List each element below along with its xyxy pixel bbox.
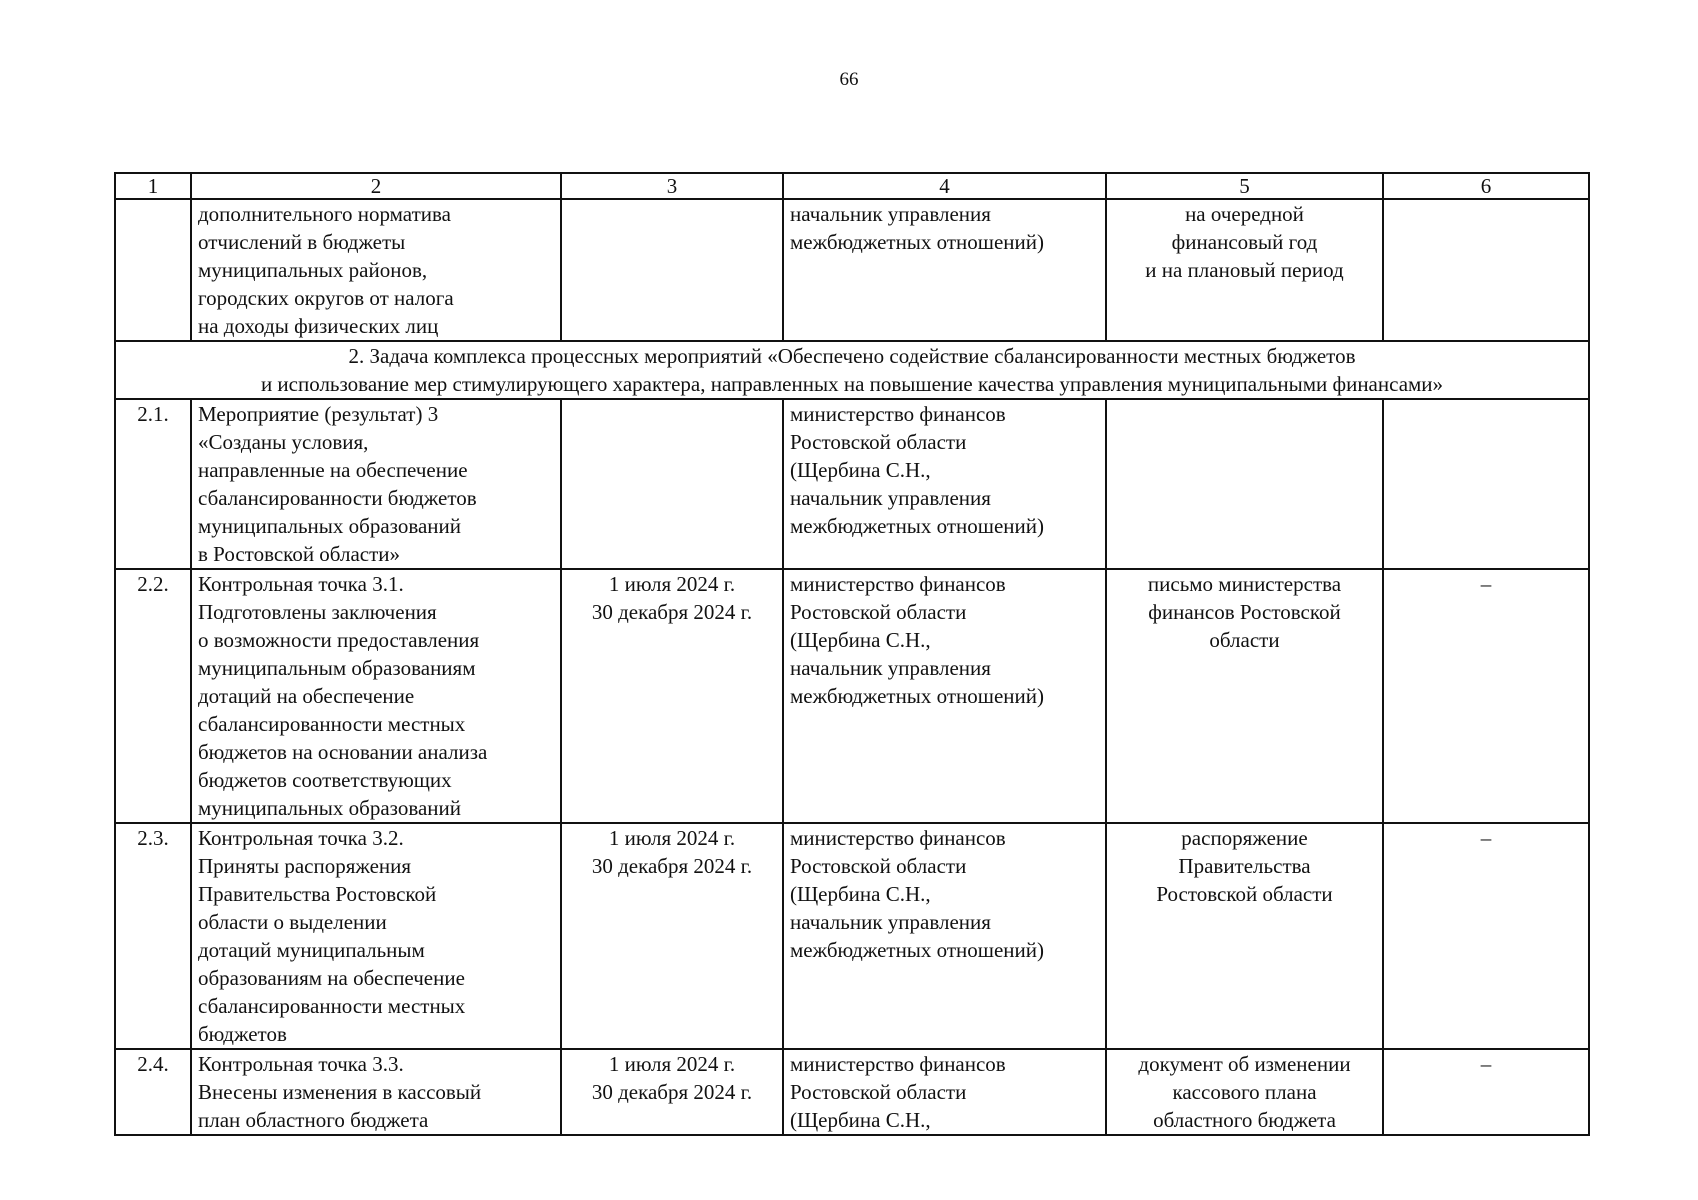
row-date [561,399,783,569]
row-info: – [1383,1049,1589,1135]
section-title: 2. Задача комплекса процессных мероприятий «Обеспечено содействие сбалансированности местных бюджетов и использование мер стимулирующего характера, направленных на повышение качества управления муниципальными финансами» [115,341,1589,399]
row-document: на очередной финансовый год и на плановый период [1106,199,1383,341]
row-number: 2.2. [115,569,191,823]
row-responsible: министерство финансов Ростовской области (Щербина С.Н., начальник управления межбюджетных отношений) [783,569,1106,823]
row-responsible: министерство финансов Ростовской области (Щербина С.Н., начальник управления межбюджетных отношений) [783,399,1106,569]
row-number: 2.1. [115,399,191,569]
row-date: 1 июля 2024 г. 30 декабря 2024 г. [561,1049,783,1135]
row-document: распоряжение Правительства Ростовской области [1106,823,1383,1049]
row-document [1106,399,1383,569]
row-number: 2.4. [115,1049,191,1135]
header-cell: 5 [1106,173,1383,199]
row-responsible: начальник управления межбюджетных отношений) [783,199,1106,341]
row-name: Мероприятие (результат) 3 «Созданы условия, направленные на обеспечение сбалансированности бюджетов муниципальных образований в Ростовской области» [191,399,561,569]
header-cell: 1 [115,173,191,199]
row-date: 1 июля 2024 г. 30 декабря 2024 г. [561,569,783,823]
row-number [115,199,191,341]
row-date [561,199,783,341]
row-document: документ об изменении кассового плана областного бюджета [1106,1049,1383,1135]
row-name: Контрольная точка 3.2. Приняты распоряжения Правительства Ростовской области о выделении дотаций муниципальным образованиям на обеспечение сбалансированности местных бюджетов [191,823,561,1049]
header-cell: 2 [191,173,561,199]
row-info [1383,399,1589,569]
row-responsible: министерство финансов Ростовской области (Щербина С.Н., [783,1049,1106,1135]
row-name: Контрольная точка 3.1. Подготовлены заключения о возможности предоставления муниципальным образованиям дотаций на обеспечение сбалансированности местных бюджетов на основании анализа бюджетов соответствующих муниципальных образований [191,569,561,823]
row-name: Контрольная точка 3.3. Внесены изменения в кассовый план областного бюджета [191,1049,561,1135]
header-cell: 6 [1383,173,1589,199]
row-info [1383,199,1589,341]
row-info: – [1383,569,1589,823]
table-row [115,399,1589,569]
row-info: – [1383,823,1589,1049]
row-document: письмо министерства финансов Ростовской области [1106,569,1383,823]
row-date: 1 июля 2024 г. 30 декабря 2024 г. [561,823,783,1049]
row-responsible: министерство финансов Ростовской области (Щербина С.Н., начальник управления межбюджетных отношений) [783,823,1106,1049]
header-cell: 3 [561,173,783,199]
page-number: 66 [839,69,859,90]
row-number: 2.3. [115,823,191,1049]
table-row [115,199,1589,341]
row-name: дополнительного норматива отчислений в бюджеты муниципальных районов, городских округов от налога на доходы физических лиц [191,199,561,341]
table-row [115,823,1589,1049]
section-row [115,341,1589,399]
table-row [115,569,1589,823]
table-header-row [115,173,1589,199]
measures-table [114,172,1590,1136]
table-row [115,1049,1589,1135]
header-cell: 4 [783,173,1106,199]
